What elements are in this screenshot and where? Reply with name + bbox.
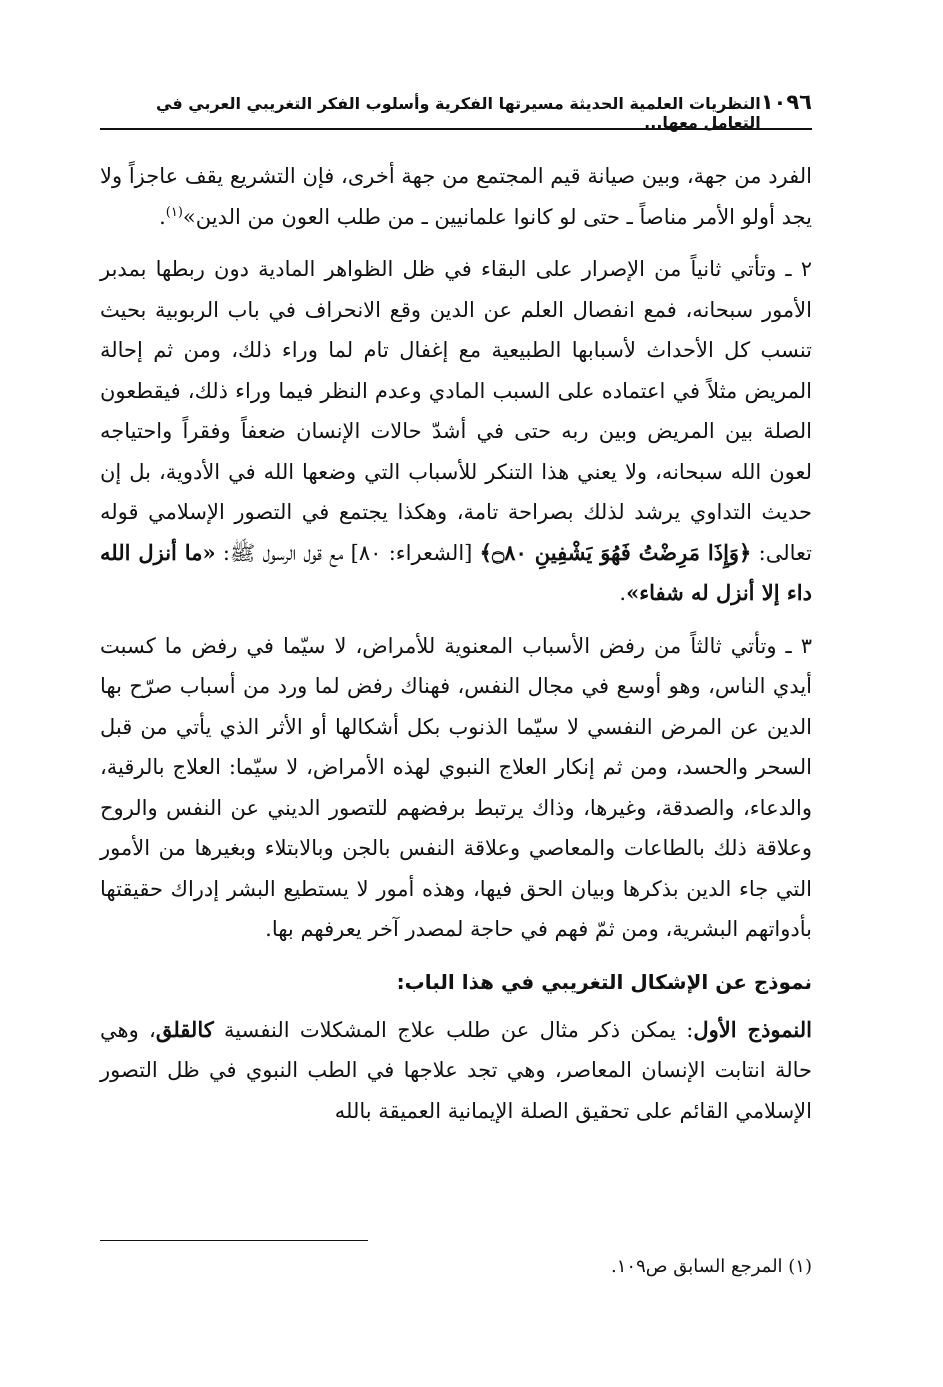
paragraph-1-end: . [159,204,166,229]
paragraph-4-text-b: ، وهي حالة انتابت الإنسان المعاصر، وهي تجد علاجها في الطب النبوي في ظل التصور الإسلامي القائم على تحقيق الصلة الإيمانية العميقة بالله [100,1017,812,1123]
paragraph-2-end: . [619,581,627,605]
paragraph-4-text-a: : يمكن ذكر مثال عن طلب علاج المشكلات النفسية [213,1017,694,1042]
paragraph-1 [100,156,812,237]
paragraph-1-text: الفرد من جهة، وبين صيانة قيم المجتمع من جهة أخرى، فإن التشريع يقف عاجزاً ولا يجد أولو الأمر مناصاً ـ حتى لو كانوا علمانيين ـ من طلب العون من الدين» [100,164,812,229]
footnote: (١) المرجع السابق ص١٠٩. [611,1256,812,1277]
running-header [100,90,812,130]
page [100,90,812,1350]
paragraph-4 [100,1010,812,1132]
running-title: النظريات العلمية الحديثة مسيرتها الفكرية وأسلوب الفكر التغريبي العربي في التعامل معها... [156,94,761,132]
quran-verse: ﴿وَإِذَا مَرِضْتُ فَهُوَ يَشْفِينِ ۝٨٠﴾ [479,539,752,565]
page-number: ١٠٩٦ [760,90,812,114]
hadith-quote: «ما أنزل الله داء إلا أنزل له شفاء» [100,539,812,605]
paragraph-2-text-a: ٢ ـ وتأتي ثانياً من الإصرار على البقاء في ظل الظواهر المادية دون ربطها بمدبر الأمور سبحانه، فمع انفصال العلم عن الدين وقع الانحراف في باب الربوبية بحيث تنسب كل الأحداث لأسبابها الطبيعية مع إغفال تام لما وراء ذلك، ومن ثم إحالة المريض مثلاً في اعتماده على السبب المادي وعدم النظر فيما وراء ذلك، فيقطعون الصلة بين المريض وبين ربه حتى في أشدّ حالات الإنسان ضعفاً وفقراً واحتياجه لعون الله سبحانه، ولا يعني هذا التنكر للأسباب التي وضعها الله في الأدوية، بل إن حديث التداوي يرشد لذلك بصراحة تامة، وهكذا يجتمع في التصور الإسلامي قوله تعالى: [100,257,812,565]
paragraph-3: ٣ ـ وتأتي ثالثاً من رفض الأسباب المعنوية للأمراض، لا سيّما في رفض ما كسبت أيدي الناس، وهو أوسع في مجال النفس، فهناك رفض لما ورد من أسباب صرّح بها الدين عن المرض النفسي لا سيّما الذنوب بكل أشكالها أو الأثر الذي يأتي من قبل السحر والحسد، ومن ثم إنكار العلاج النبوي لهذه الأمراض، لا سيّما: العلاج بالرقية، والدعاء، والصدقة، وغيرها، وذاك يرتبط برفضهم للتصور الديني عن النفس والروح وعلاقة ذلك بالطاعات والمعاصي وعلاقة النفس بالجن وبالابتلاء وبغيرها من الأمور التي جاء الدين بذكرها وبيان الحق فيها، وهذه أمور لا يستطيع البشر إدراك حقيقتها بأدواتهم البشرية، ومن ثمّ فهم في حاجة لمصدر آخر يعرفهم بها. [100,633,812,941]
paragraph-2 [100,249,812,614]
anxiety-term: كالقلق [155,1016,214,1042]
paragraph-2-text-b: [الشعراء: ٨٠] مع قول الرسول ﷺ: [215,540,480,565]
footnote-divider [100,1240,368,1241]
footnote-ref: (١) [165,204,183,220]
page-body [100,156,812,1131]
model-label: النموذج الأول [693,1016,812,1042]
section-heading: نموذج عن الإشكال التغريبي في هذا الباب: [396,969,812,994]
